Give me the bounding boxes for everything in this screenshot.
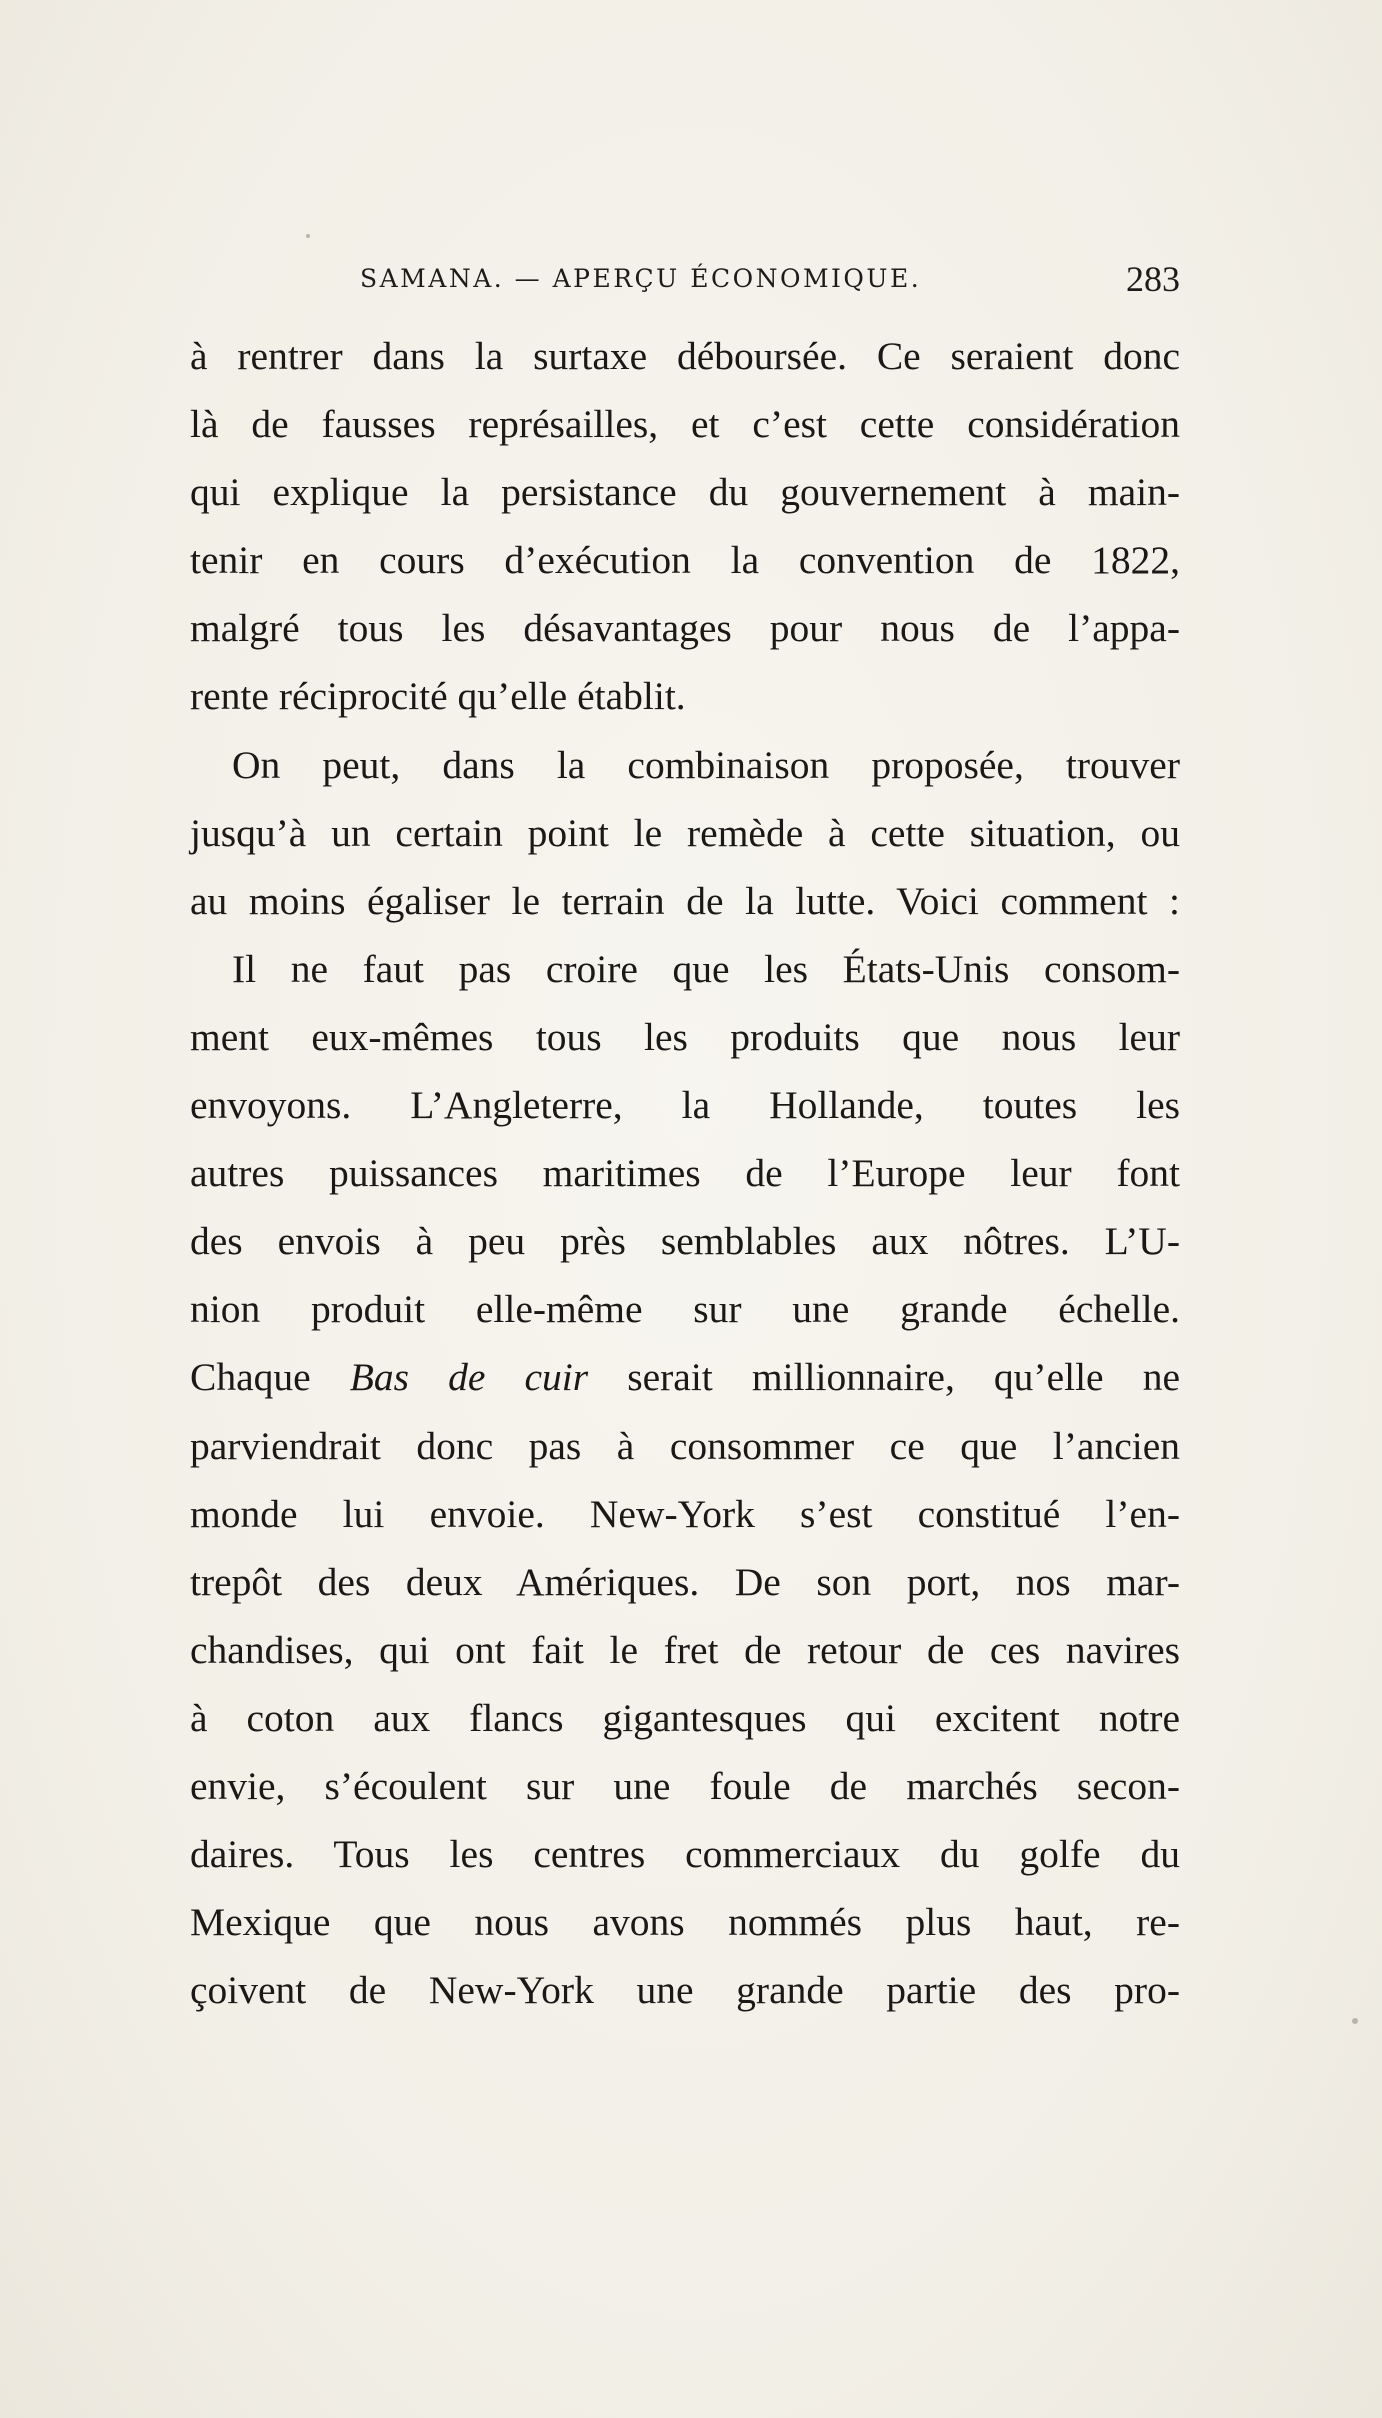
text-segment: serait millionnaire, qu’elle ne — [588, 1355, 1180, 1400]
text-line: ment eux-mêmes tous les produits que nous leur — [190, 1014, 1180, 1059]
text-line: rente réciprocité qu’elle établit. — [190, 674, 686, 719]
text-line: malgré tous les désavantages pour nous de l’appa- — [190, 606, 1180, 651]
text-line: là de fausses représailles, et c’est cette considération — [190, 402, 1180, 447]
text-line: autres puissances maritimes de l’Europe leur font — [190, 1151, 1180, 1196]
text-segment: Chaque — [190, 1355, 350, 1400]
text-line: des envois à peu près semblables aux nôtres. L’U- — [190, 1219, 1180, 1264]
running-head — [190, 258, 1180, 308]
text-line: au moins égaliser le terrain de la lutte. Voici comment : — [190, 878, 1180, 923]
text-line: tenir en cours d’exécution la convention de 1822, — [190, 538, 1180, 583]
text-line: çoivent de New-York une grande partie des pro- — [190, 1968, 1180, 2013]
running-title: SAMANA. — APERÇU ÉCONOMIQUE. — [360, 264, 922, 293]
text-line: parviendrait donc pas à consommer ce que l’ancien — [190, 1423, 1180, 1468]
text-line: qui explique la persistance du gouvernement à main- — [190, 470, 1180, 515]
text-line: à coton aux flancs gigantesques qui excitent notre — [190, 1695, 1180, 1740]
text-line: Mexique que nous avons nommés plus haut, re- — [190, 1900, 1180, 1945]
text-line: envie, s’écoulent sur une foule de marchés secon- — [190, 1763, 1180, 1808]
paper-speck — [306, 234, 310, 238]
text-line: chandises, qui ont fait le fret de retour de ces navires — [190, 1627, 1180, 1672]
paper-speck — [1352, 2018, 1358, 2024]
text-line: On peut, dans la combinaison proposée, trouver — [232, 742, 1180, 787]
page-number: 283 — [1126, 259, 1180, 299]
text-line: trepôt des deux Amériques. De son port, nos mar- — [190, 1559, 1180, 1604]
body-text — [190, 322, 1180, 2024]
text-line: à rentrer dans la surtaxe déboursée. Ce seraient donc — [190, 334, 1180, 378]
text-line: envoyons. L’Angleterre, la Hollande, toutes les — [190, 1083, 1180, 1128]
text-line: nion produit elle-même sur une grande échelle. — [190, 1287, 1180, 1332]
italic-title: Bas de cuir — [349, 1355, 589, 1400]
text-line: daires. Tous les centres commerciaux du golfe du — [190, 1832, 1180, 1877]
text-line: Il ne faut pas croire que les États-Unis consom- — [232, 946, 1180, 991]
text-line-with-italic — [190, 1343, 1180, 1411]
text-line: monde lui envoie. New-York s’est constitué l’en- — [190, 1491, 1180, 1536]
text-line: jusqu’à un certain point le remède à cette situation, ou — [190, 810, 1180, 855]
